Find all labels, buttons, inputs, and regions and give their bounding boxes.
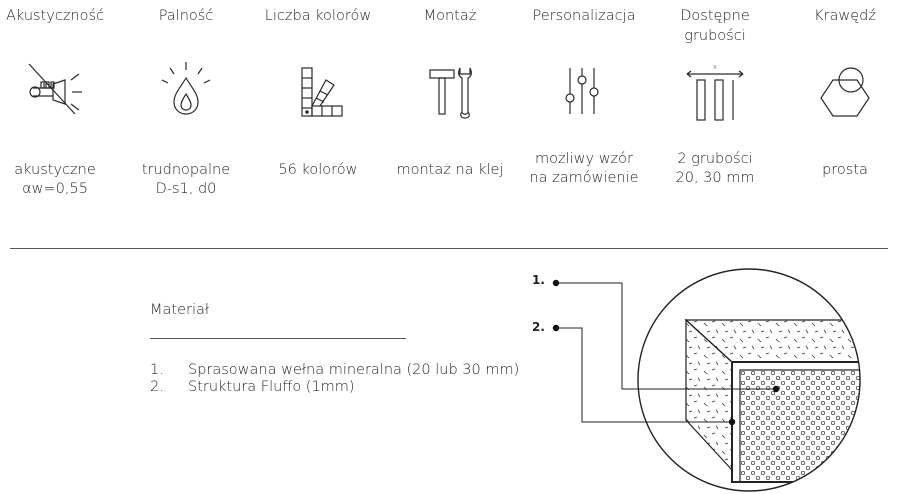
feature-value: trudnopalne D-s1, d0 — [141, 162, 231, 197]
feature-label: Akustyczność — [5, 8, 105, 24]
thickness-x-label: x — [712, 63, 718, 71]
feature-value: możliwy wzór na zamówienie — [529, 151, 639, 186]
feature-value: montaż na klej — [396, 162, 504, 178]
callout-number-1: 1. — [532, 273, 545, 287]
feature-value: akustyczne αw=0,55 — [14, 162, 96, 197]
feature-label: Palność — [158, 8, 214, 24]
feature-label: Krawędź — [814, 8, 876, 24]
callout-number-2: 2. — [532, 320, 545, 334]
feature-label: Dostępne grubości — [680, 8, 750, 44]
feature-label: Personalizacja — [532, 8, 636, 24]
feature-label: Montaż — [423, 8, 477, 24]
feature-value: 2 grubości 20, 30 mm — [675, 151, 755, 186]
feature-value: prosta — [822, 162, 868, 178]
material-item: 2. Struktura Fluffo (1mm) — [150, 379, 355, 395]
material-title: Materiał — [150, 302, 209, 318]
feature-label: Liczba kolorów — [264, 8, 372, 24]
feature-value: 56 kolorów — [278, 162, 358, 178]
material-item: 1. Sprasowana wełna mineralna (20 lub 30 mm) — [150, 362, 520, 378]
